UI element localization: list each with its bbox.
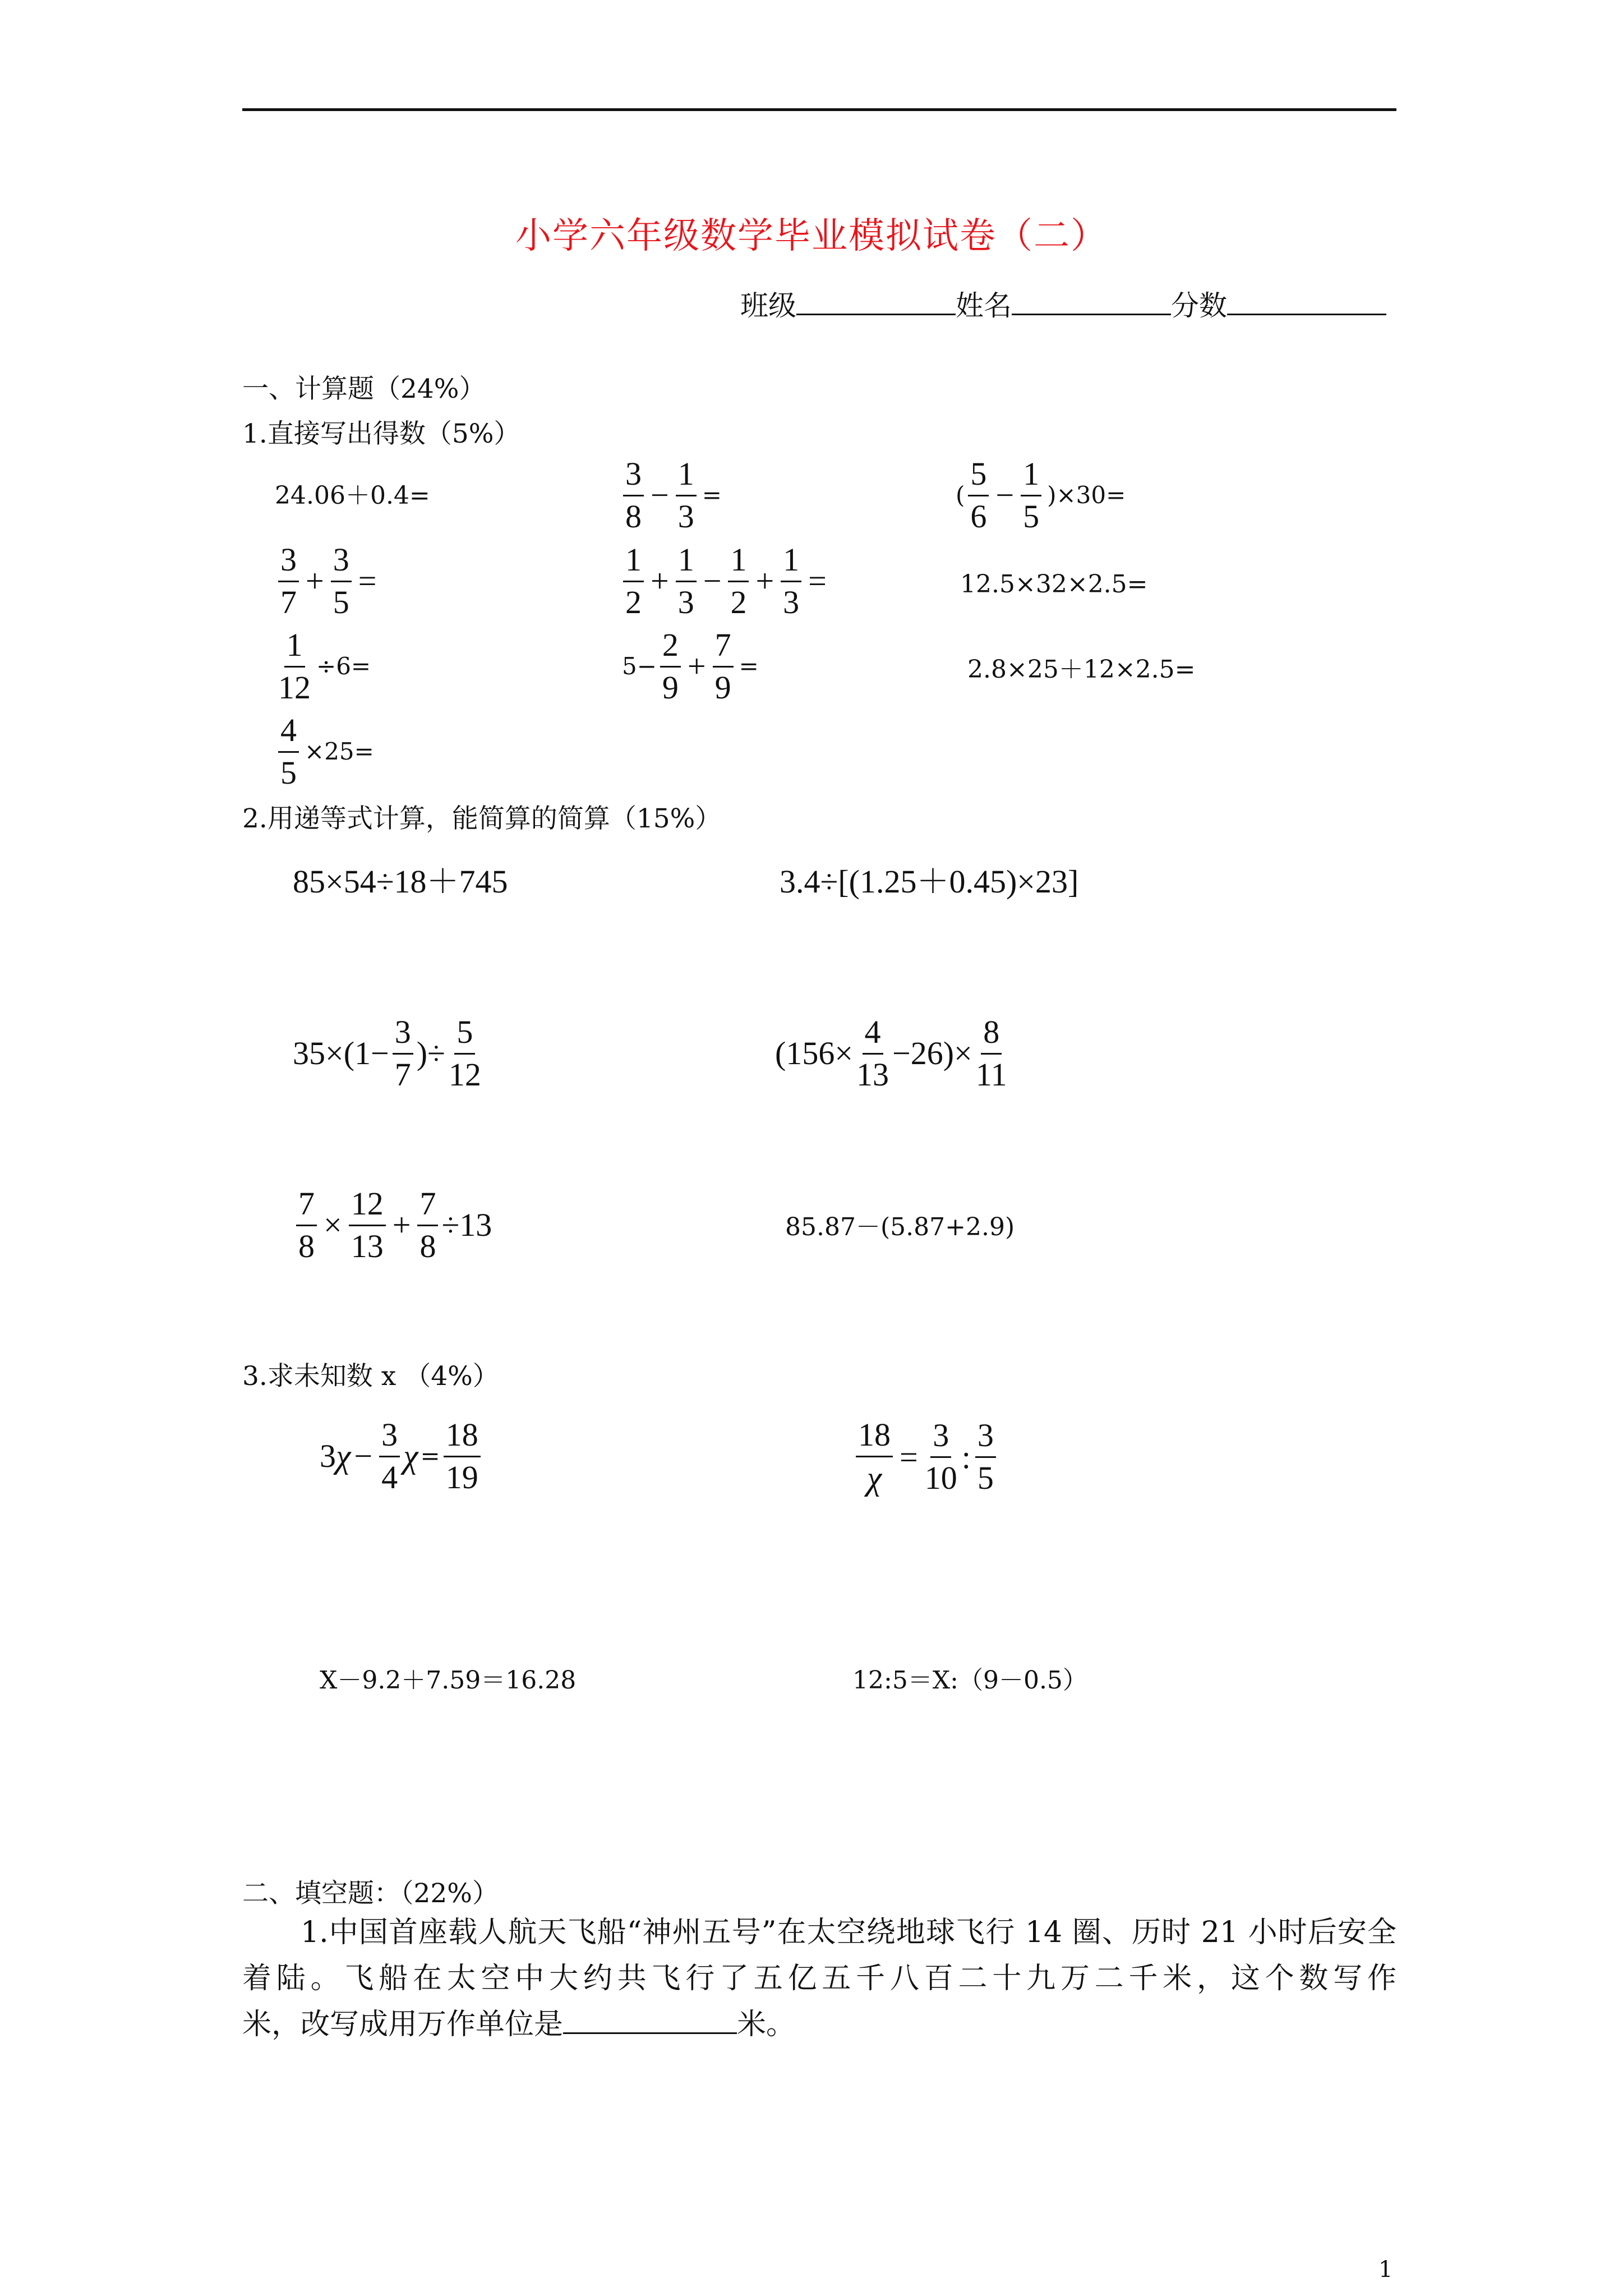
q2-expr-6: 85.87－(5.87+2.9) <box>785 1213 1015 1241</box>
q1-item-3 <box>953 457 1126 534</box>
numerator: 3 <box>278 543 299 582</box>
denominator: 8 <box>419 1227 436 1264</box>
numerator: 1 <box>676 543 697 582</box>
operator: − <box>703 563 722 600</box>
tail: ×25= <box>305 738 374 766</box>
fraction <box>417 1187 438 1264</box>
q1-item-6: 12.5×32×2.5= <box>960 570 1148 599</box>
equals: = <box>808 563 827 600</box>
operator: + <box>392 1207 411 1244</box>
q2-expr-5 <box>293 1187 492 1264</box>
numerator: 1 <box>623 543 644 582</box>
fill-q1-line-3 <box>242 2001 1396 2047</box>
denominator: 6 <box>970 498 987 535</box>
denominator: 10 <box>924 1459 957 1496</box>
fraction <box>623 457 644 534</box>
q1-item-7 <box>275 628 371 705</box>
equals: = <box>358 563 377 600</box>
numerator: 2 <box>660 628 681 668</box>
q2-heading: 2.用递等式计算，能简算的简算（15%） <box>242 803 722 834</box>
fraction <box>713 628 734 705</box>
top-rule <box>242 108 1396 111</box>
q3-eq-2 <box>852 1418 999 1496</box>
fraction <box>349 1187 386 1264</box>
denominator: 3 <box>783 583 800 620</box>
numerator: 1 <box>676 457 697 496</box>
ratio-colon: : <box>961 1438 971 1475</box>
numerator: 8 <box>981 1015 1002 1055</box>
section2-heading: 二、填空题：（22%） <box>242 1878 499 1909</box>
variable: χ <box>336 1438 351 1475</box>
score-label: 分数 <box>1171 289 1227 322</box>
q2-expr-1: 85×54÷18＋745 <box>293 863 508 900</box>
page-title: 小学六年级数学毕业模拟试卷（二） <box>515 215 1108 257</box>
numerator: 7 <box>296 1187 317 1226</box>
operator: − <box>995 477 1015 514</box>
fill-q1-text-a: 米，改写成用万作单位是 <box>242 2008 564 2041</box>
student-info-line <box>740 291 1386 321</box>
denominator: 2 <box>730 583 747 620</box>
q1-item-8 <box>620 628 759 705</box>
fraction <box>278 714 299 790</box>
q1-item-1: 24.06＋0.4= <box>275 481 430 510</box>
equals: = <box>420 1442 440 1470</box>
denominator: 5 <box>280 754 297 791</box>
denominator: 8 <box>298 1227 315 1264</box>
fill-q1-line-1: 1.中国首座载人航天飞船“神州五号”在太空绕地球飞行 14 圈、历时 21 小时后安全 <box>301 1916 1396 1949</box>
q1-item-10 <box>275 714 374 790</box>
operator: − <box>354 1438 373 1475</box>
q1-item-9: 2.8×25＋12×2.5= <box>967 655 1196 684</box>
answer-blank[interactable] <box>563 2010 737 2034</box>
numerator: 18 <box>444 1418 481 1457</box>
operator: + <box>651 563 669 600</box>
fraction <box>296 1187 317 1264</box>
fraction <box>444 1418 481 1495</box>
fill-q1-line-2: 着陆。飞船在太空中大约共飞行了五亿五千八百二十九万二千米，这个数写作 <box>242 1962 1396 1995</box>
q1-heading: 1.直接写出得数（5%） <box>242 418 520 449</box>
denominator: 9 <box>714 669 731 706</box>
fraction <box>676 457 697 534</box>
coefficient: 3 <box>320 1438 336 1475</box>
denominator: 5 <box>977 1459 994 1496</box>
equals: = <box>900 1438 918 1475</box>
numerator: 4 <box>863 1015 883 1055</box>
tail: ÷13 <box>441 1207 492 1244</box>
numerator: 3 <box>393 1015 413 1055</box>
name-label: 姓名 <box>956 289 1012 322</box>
tail: ÷6= <box>316 652 371 680</box>
q1-item-5 <box>620 543 830 620</box>
numerator: 7 <box>713 628 734 668</box>
fraction <box>676 543 697 620</box>
fraction <box>278 628 311 705</box>
numerator: 5 <box>968 457 989 496</box>
fraction <box>975 1419 996 1496</box>
page-number: 1 <box>1378 2257 1393 2283</box>
name-blank[interactable] <box>1012 291 1171 315</box>
numerator: 3 <box>331 543 352 582</box>
numerator: 4 <box>278 714 299 753</box>
lead: (156× <box>775 1035 854 1072</box>
operator: + <box>687 648 706 685</box>
numerator: 1 <box>781 543 801 582</box>
q3-eq-4: 12:5＝X:（9－0.5） <box>852 1666 1087 1695</box>
denominator: 7 <box>394 1056 411 1093</box>
q2-expr-3 <box>293 1015 485 1092</box>
q1-item-4 <box>275 543 380 620</box>
fraction <box>856 1418 893 1496</box>
fraction <box>379 1418 400 1495</box>
fill-q1-text-b: 米。 <box>737 2008 796 2041</box>
denominator: 5 <box>1023 498 1040 535</box>
open-paren: ( <box>956 481 965 509</box>
q2-expr-4 <box>775 1015 1011 1092</box>
fraction <box>856 1015 889 1092</box>
fraction <box>623 543 644 620</box>
denominator: 12 <box>278 669 311 706</box>
q2-expr-2: 3.4÷[(1.25＋0.45)×23] <box>780 863 1079 900</box>
mid: )÷ <box>416 1035 445 1072</box>
denominator: 11 <box>975 1056 1007 1093</box>
operator: − <box>651 477 669 514</box>
operator: + <box>755 563 774 600</box>
denominator: 2 <box>625 583 642 620</box>
tail: = <box>702 481 722 509</box>
fraction <box>331 543 352 620</box>
denominator: 13 <box>351 1227 384 1264</box>
mid: −26)× <box>892 1035 972 1072</box>
score-blank[interactable] <box>1227 291 1386 315</box>
numerator: 1 <box>1021 457 1041 496</box>
fraction <box>278 543 299 620</box>
fraction <box>1021 457 1041 534</box>
numerator: 3 <box>975 1419 996 1458</box>
denominator: 3 <box>677 583 694 620</box>
fraction <box>976 1015 1007 1092</box>
fraction <box>728 543 749 620</box>
denominator: 12 <box>448 1056 481 1093</box>
operator: + <box>306 563 324 600</box>
numerator: 1 <box>284 628 305 668</box>
q1-item-2 <box>620 457 722 534</box>
fraction <box>968 457 989 534</box>
numerator: 5 <box>454 1015 475 1055</box>
denominator: 9 <box>662 669 679 706</box>
denominator: 8 <box>625 498 642 535</box>
denominator: 5 <box>333 583 349 620</box>
class-label: 班级 <box>740 289 796 322</box>
fraction <box>925 1419 957 1496</box>
denominator: 7 <box>280 583 297 620</box>
numerator: 1 <box>728 543 749 582</box>
q3-heading: 3.求未知数 x （4%） <box>242 1361 499 1392</box>
numerator: 3 <box>379 1418 400 1457</box>
q3-eq-1 <box>320 1418 484 1495</box>
denominator: 19 <box>445 1458 478 1496</box>
denominator: 13 <box>856 1056 889 1093</box>
variable: χ <box>403 1438 418 1475</box>
operator: × <box>324 1207 342 1244</box>
denominator: 3 <box>677 498 694 535</box>
numerator: 3 <box>623 457 644 496</box>
fraction <box>660 628 681 705</box>
fraction <box>393 1015 413 1092</box>
lead: 5− <box>622 652 657 680</box>
denominator: 4 <box>381 1458 398 1496</box>
numerator: 12 <box>349 1187 386 1226</box>
numerator: 3 <box>930 1419 951 1458</box>
tail: )×30= <box>1047 481 1126 509</box>
fraction <box>781 543 801 620</box>
lead: 35×(1− <box>293 1035 389 1072</box>
tail: = <box>739 652 759 680</box>
numerator: 18 <box>856 1418 893 1457</box>
section1-heading: 一、计算题（24%） <box>242 374 486 404</box>
class-blank[interactable] <box>796 291 956 315</box>
numerator: 7 <box>417 1187 438 1226</box>
denominator: χ <box>866 1459 882 1497</box>
fraction <box>449 1015 481 1092</box>
q3-eq-3: X－9.2＋7.59＝16.28 <box>320 1666 577 1695</box>
